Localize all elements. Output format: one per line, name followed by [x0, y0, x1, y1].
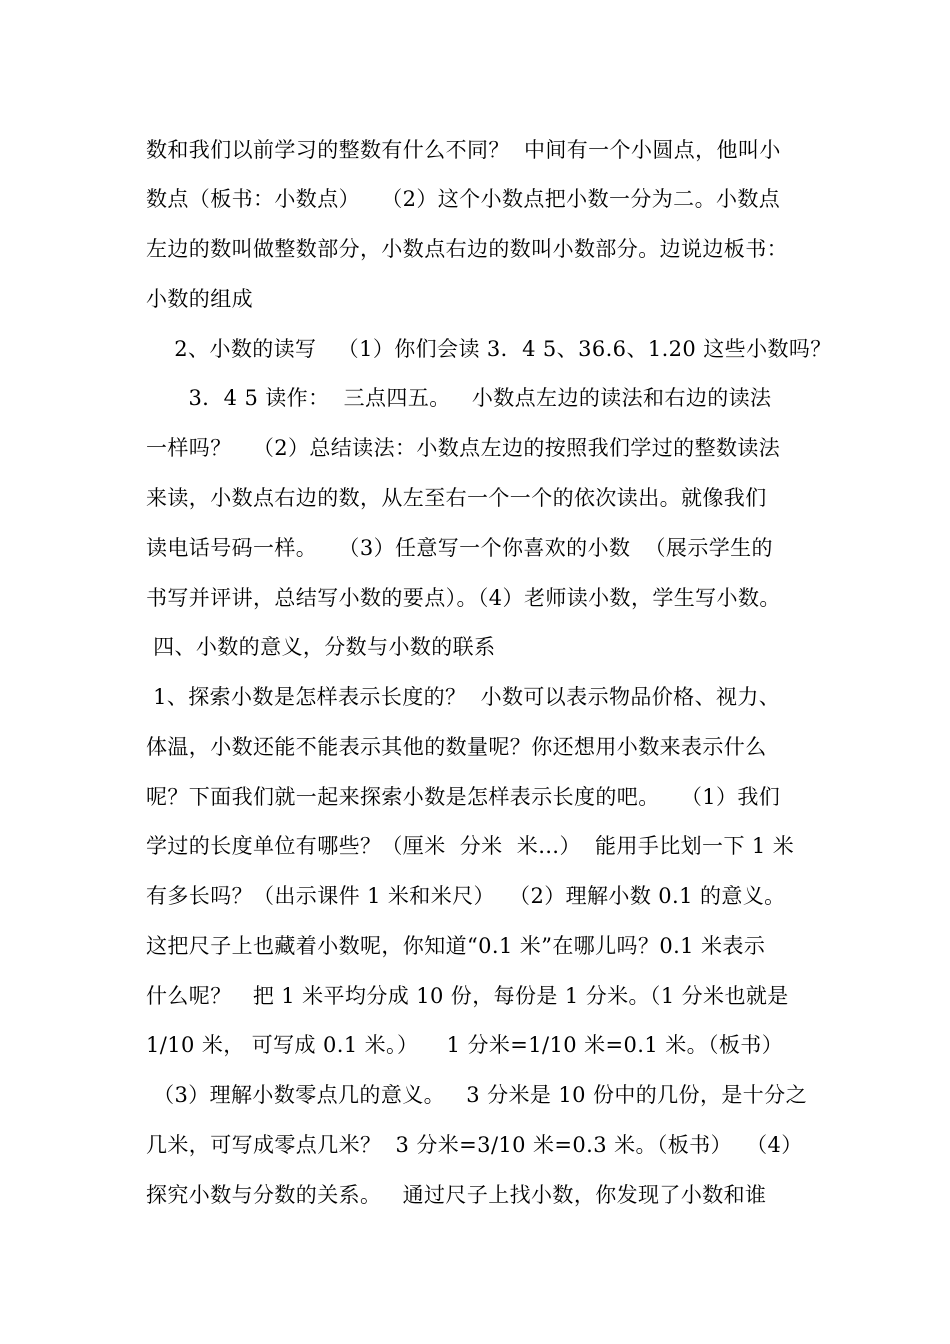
- text-line: 书写并评讲，总结写小数的要点）。（4）老师读小数，学生写小数。: [146, 586, 781, 610]
- text-line: 这把尺子上也藏着小数呢，你知道“0.1 米”在哪儿吗？0.1 米表示: [146, 934, 766, 958]
- text-line: 1/10 米， 可写成 0.1 米。） 1 分米=1/10 米=0.1 米。（板书）: [146, 1033, 784, 1057]
- text-line: 什么呢？ 把 1 米平均分成 10 份，每份是 1 分米。（1 分米也就是: [146, 984, 789, 1008]
- text-line: 有多长吗？（出示课件 1 米和米尺） （2）理解小数 0.1 的意义。: [146, 884, 786, 908]
- text-line: 1、探索小数是怎样表示长度的？ 小数可以表示物品价格、视力、: [146, 685, 781, 709]
- text-line: 3．4 5 读作： 三点四五。 小数点左边的读法和右边的读法: [146, 386, 772, 410]
- text-line: 2、小数的读写 （1）你们会读 3．4 5、36.6、1.20 这些小数吗？: [146, 337, 832, 361]
- text-line: 来读，小数点右边的数，从左至右一个一个的依次读出。就像我们: [146, 486, 767, 510]
- text-line: 体温，小数还能不能表示其他的数量呢？你还想用小数来表示什么: [146, 735, 767, 759]
- text-line: 数和我们以前学习的整数有什么不同？ 中间有一个小圆点，他叫小: [146, 138, 781, 162]
- text-line: 几米，可写成零点几米？ 3 分米=3/10 米=0.3 米。（板书） （4）: [146, 1133, 803, 1157]
- text-line: 探究小数与分数的关系。 通过尺子上找小数，你发现了小数和谁: [146, 1183, 767, 1207]
- text-line: （3）理解小数零点几的意义。 3 分米是 10 份中的几份，是十分之: [146, 1083, 807, 1107]
- text-line: 读电话号码一样。 （3）任意写一个你喜欢的小数 （展示学生的: [146, 536, 773, 560]
- text-line: 小数的组成: [146, 287, 253, 311]
- text-line: 学过的长度单位有哪些？（厘米 分米 米…） 能用手比划一下 1 米: [146, 834, 795, 858]
- text-line: 数点（板书：小数点） （2）这个小数点把小数一分为二。小数点: [146, 187, 781, 211]
- text-line: 左边的数叫做整数部分，小数点右边的数叫小数部分。边说边板书：: [146, 237, 788, 261]
- section-heading: 四、小数的意义，分数与小数的联系: [146, 635, 496, 659]
- text-line: 一样吗？ （2）总结读法：小数点左边的按照我们学过的整数读法: [146, 436, 781, 460]
- text-line: 呢？下面我们就一起来探索小数是怎样表示长度的吧。 （1）我们: [146, 785, 781, 809]
